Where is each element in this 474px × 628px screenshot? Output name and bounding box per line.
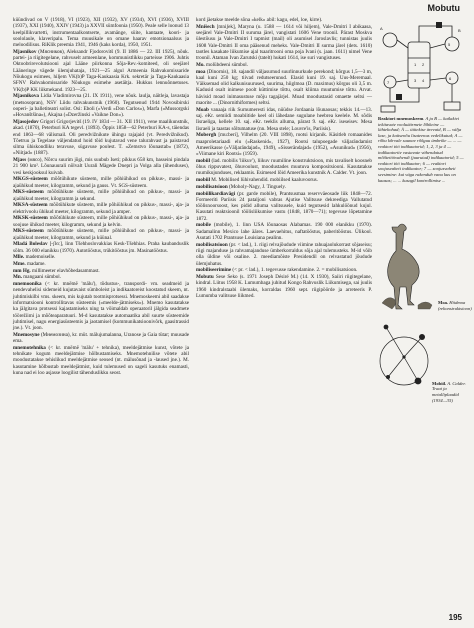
entry-headword: Mlle. [13,254,25,261]
mnemoscheme-caption-text: . A ja B — katlakivi tekitavate vooluäärmete lõhkeine — lähtekohad; Å — täitekise ärevaid, B — välja lase, ja kaitsenõu lisateenus vedelikutud; A — rõhu kõrvale suunav rõõguu ümbrike — ... — reaktori töö indikaatorid; 1, 2, 3 ja 4 — indikaatorite vastavate vähendatud mõõtetöövahendi (juurutud) indikaatorid; 5 — reaktori töö indikaator; 6 — reaktori soojusvaheti indikaator; 7 — soojusvaheti seestmine: kui väga rakendub vanu kus on kaasas; ... ... kusagil kontrollimise ... [378,116,464,183]
entry-text: millimeeter elavhõbedasammast. [32,267,100,274]
dictionary-entry [13,274,189,280]
dictionary-entry [13,202,189,215]
entry-text: mangaani sümbol. [23,274,61,281]
dictionary-entry [196,177,372,183]
entry-text: madame. [27,260,46,267]
dictionary-entry [13,228,189,241]
entry-headword: Mn. [13,274,22,281]
mnemoscheme-caption [378,116,466,183]
entry-text: mademoiselle. [25,254,56,261]
entry-text: (Dinornis), 18. sajandil väljasurnud suurlinnurkude perekond; kõrgus 1,5—3 m, kaal kuni 250 kg; tiivad redutseerunud. Elasid kuni 19. saj. Uus-Meremaal. Väiksemad olid kalkunisuurused, suurima, hiiglmoa (D. maximus) kõrgus oli 3,5 m. Kadusid osalt inimese poolt küttimise tõttu, osalt kliima muutumise tõttu. Arvat. hävisid moad inimasustuse mõju tagajärjel. Moad moodustasid omaette seltsi — maorite ... (Dinornithiformes) seltsi. [196,68,372,107]
entry-headword: moa [196,68,206,75]
mnemoscheme-figure [378,18,466,183]
dictionary-entry [13,17,189,48]
entry-headword: MKSK-süsteem [13,215,48,222]
entry-headword: Mobutu [196,273,214,280]
dictionary-entry [196,24,372,62]
entry-headword: mobiilikardiavägi [196,190,236,197]
dictionary-entry [196,242,372,267]
figure-column [378,18,472,409]
entry-headword: mobiil [196,157,210,164]
dictionary-entry [13,332,189,345]
entry-headword: Mme. [13,260,26,267]
svg-text:4: 4 [422,78,425,83]
entry-headword: Mladá Boleslav [13,241,48,248]
entry-headword: Mo. [196,61,205,68]
entry-headword: mm Hg. [13,267,31,274]
entry-text: (Moholy-Nagy, J. Tinguely. [229,183,286,190]
entry-text: mõõtühikute süsteem, mille põhiühikud on pikkus-, massi- ja ajaühikud meeter, kilogramm, sekund ja küünal. [13,228,189,241]
entry-text: küündivad on V (1918), VI (1923), XII (1932), XV (1934), XVI (1936), XVIII (1937), XXI (1940), XXIV (1943) ja XXVII sümfoonia (1950). Peale selle loonud 13 keelpillikvartetti, instrumentaalkontserte, avamänge, süite, kantaate, koori- ja soololaule, klaveripalu. Tema muusikale on omane haarav emotsionaalsus ja meloodilisus. RiKlik preemia 1941, 1946 (kaks korda), 1950, 1951. [13,17,189,49]
dictionary-entry [196,17,372,23]
entry-headword: mobilisatsioon [196,241,228,248]
dictionary-entry [13,254,189,260]
entry-headword: mnemotehnika [13,344,46,351]
entry-headword: Mjasnikov [13,48,37,55]
dictionary-entry [196,69,372,107]
entry-text: Grigori Grigorjevitš (19. IV 1834 — 31. XII 1911), vene maalikunstnik, akad. (1870), Peterburi KA tegevl. (1893). Õppis 1858—62 Peterburi KA-s, täiendas end 1863—68 välismail. Oli peredvižnikute ühingu rajajaid (vt. Peredvižnikud). Tõetruu ja Tegelase väljendatud hoid tõid kujutavad vene talurahvast ja paistavad silma ühiskondliku teravuse, sügavuse poolest. T. «Zemstvo lõunastab» (1872), «Niitjad» (1887). [13,118,189,157]
entry-headword: mobiil [196,177,210,184]
dictionary-entry [196,158,372,177]
entry-text: (pr. garde mobile), Prantsusmaa reservväeosade liik 1848—72. Formeeriti Pariisis 24 pataljoni vabras Ajutise Valitsuse dekreediga Vallutatud töölisnoorsoost, kes pidid alluma valitsusele, kuid tegutsesid lahkulöönud kujul. Kasutati reaktsioonil töölisliikumise vastu (1848, 1870—71); tegevuse lõpetamine 1872. [196,190,372,222]
svg-text:5: 5 [448,42,451,47]
dictionary-entry [13,176,189,189]
text-column-middle [196,17,372,300]
entry-text: Sese Seko (s. 1971 Joseph Désiré M.) (14. X 1930), Saiiri riigitegelane, kindral. Liitus 1958 K. Lumumbaga juhitud Kongo Rahvuslik Liikumisega, sai juulis 1960 kindralstaabi ülemaks, korraldas 1960 sept. riigipöörde ja arreteeris P. Lumumba valitsuse liikmed. [196,273,372,299]
moa-caption [438,299,472,311]
dictionary-entry [13,268,189,274]
entry-headword: mobilisatsioon [196,183,228,190]
dictionary-entry [196,184,372,190]
mnemoscheme-caption-lead: Reaktori mnemoskeem [378,116,424,121]
entry-headword: Mjass [13,157,27,164]
entry-text: [mniʃek], Maryna (u. 1588 — 1614 või hiljem), Vale-Dmitri I abikaasa, seejärel Vale-Dmitri II suruma järel, vangistati 1606 Vene troonil. Pärast Moskva ülestõusu ja Vale-Dmitri I tapmist (mail) oli asumisel Jaroslavlis; tunnistas juulis 1608 Vale-Dmitri II oma pääsenud meheks. Vale-Dmitri II surma järel (dets. 1610) taotles kasakate liikumise ajal tsaaritrooni oma poja Ivani (s. jaan. 1611) nimel Vene troonil. Ataman Ivan Zarutski (tatelt) hukati 1614, ise suri vangistuses. [196,23,373,62]
dictionary-entry [196,191,372,222]
dictionary-entry [13,119,189,157]
entry-headword: MKS-süsteem [13,189,44,196]
moa-caption-text: Hiidmoa (rekonstruktsioon) [438,299,472,311]
mobile-caption [432,381,466,403]
entry-text: molübdeeni sümbol. [206,61,248,68]
moa-figure [378,219,472,311]
dictionary-entry [13,241,189,254]
entry-text: (мясо), Nõrcu suurim jõgi, mis suubub Iseti; pikkus 658 km, basseini pindala 21 900 km². Lõunauurali nõlvalt Uurali Mägede Dnepri ja Volga alla (ühenduses), vesi keskjooksul kuivab. [13,157,189,176]
entry-headword: MKS-süsteem [13,228,44,235]
dictionary-entry [13,345,189,376]
mobile-figure [378,317,466,403]
entry-text: (mobile), 1. linn USA lõunaosas Alabamas. 190 000 elanikku (1970). Sadamalinn Mexico lahe ääres. Laevaehitus, naftatööstus, paberitööstus. Ülikool. Asutati 1702 Prantsuse Louisiana pealinn. [196,222,372,241]
dictionary-entry [13,215,189,228]
entry-text: vanaaja riik Surnumeresti idas, nüüdse Jordaania lõunaosas; tekkis 14.—13. saj. eKr. semiidi moabiitide keel oli lähedane sugulane heebrea keelele. M. sõdis Iisraeliga, kellele 10. saj. eKr. teeklis alluma, pärast 9. saj. eKr. iseseisev. Mesa Iisraeli ja taastas sõltumatuse (nn. Mesa stele; Louvre'is, Pariisis). [196,106,372,132]
dictionary-entry [196,107,372,132]
svg-text:2: 2 [422,62,425,67]
entry-text: (Мнемозина), kr. müt. mälujumalanna, Uranose ja Gaia tütar; muusade ema. [13,331,189,345]
entry-headword: Mobergh [196,132,217,139]
text-column-left [13,17,189,377]
dictionary-entry [196,267,372,273]
dictionary-entry [13,49,189,93]
entry-text: mõõtühikute süsteem, mille põhiühikud on pikkus-, massi-, aja- ja elektrivoolu ühikud meeter, kilogramm, sekund ja amper. [13,202,189,215]
page-number: 195 [448,613,462,622]
svg-text:A: A [380,26,383,31]
dictionary-entry [13,189,189,202]
entry-text: mõõtühikute süsteem, mille põhiühikud on pikkus-, massi- ja ajaühikud meeter, kilogramm ja sekund. [13,189,189,202]
svg-text:B: B [458,28,461,33]
dictionary-entry [13,281,189,331]
entry-text: (Мясников), Aleksandr Fjodorovitš (9. II 1886 — 22. III 1925), nõuk. partei- ja riigitegelane, rahvuselt armeenlane, kommunistlikku parteisse 1906. Juhtis Oktoobrirevolutsiooni ajal Lääne piirkonna Sõja-Rev.-komiteed, oli seejärel Lääneringe vägede ülemjuhataja, 1921—25 algul Armeenia Rahvakomissaride Nõukogu esimees, hiljem VK(b)P Taga-Kaukaasia Krk. sekretär ja Taga-Kaukaasia SFNV Rahvakomissaride Nõukogu esimehe asetäitja. Hukkus lennuõnnetuses. VK(b)P KK liikmekand. 1923—25. [13,48,189,93]
entry-headword: Mjasnikova [13,93,39,100]
dictionary-entry [13,157,189,176]
entry-text: (< kr. mnēmē 'mälu'), tõdustus-, transpordi- vm. seadmeid ja nendevahelisi sidemeid kujutavaist sümboleist ja indikaatoreist koostatud skeem, nt. juhtimiskilbi vms. skeem, mis kujutab tootmisprotsessi. Mnemoskeemi abil saadakse informatsiooni kontrollitavas süsteemis («meelde-jätmiseks»). Mnemo kasutatakse ka jälgitava protsessi kajastamiseks ning ta võimaldab operaatoril jälgida seadmete töörežiimi ja mõõteaparatuuri. M-d kasutatakse automaatika abil suurte süsteemide juhtimisel, nagu energiasüsteemis ja jaotamisel (kommunikatsioonivõrk, gaasitrassid jne.). Vt. joon. [13,281,189,332]
svg-text:6: 6 [449,76,452,81]
dictionary-entry [13,93,189,118]
entry-text: [mu:beri], Vilhelm (20. VIII 1898), rootsi kirjanik. Käsitleb romaanides maaproletariaadi elu («Raskenid», 1927), Rootsi talupoegade väljarändamist Ameerikasse («Väljarändajad», 1949), «Sisserändajad» (1952), «Asunikud» (1956), «Viimane kiri Rootsi» (1959). [196,132,373,158]
entry-headword: mnemoonika [13,281,42,288]
dictionary-entry [196,62,372,68]
entry-text: (lad. mobilis 'liikuv'), liikuv ruumiline konstruktsioon, mis tavaliselt koosneb õhus rippuvatest, õhuvoolust, moodustades muutuva kompositsiooni. Kasutatakse ruumikujunduses, reklaamis. Esimesed lõid Ameerika kunstnik A. Calder. Vt. joon. [196,157,372,177]
mobile-caption-text: A. Calder. Traat ja metalliplaadid (1934—35) [432,380,466,403]
entry-text: mõõtühikute süsteem, mille põhiühikud on pikkus-, massi- ja ajaühikud meeter, kilogramm, sekund ja gauss. Vt. SGS-süsteem. [13,176,189,189]
mobile-sculpture-illustration [378,317,430,403]
moa-caption-lead: Moa. [438,299,449,305]
entry-text: kord jäetakse meelde sõna «kelk» abil: kagu, edel, loe, kirre). [196,17,323,23]
entry-headword: mobiliseerimine [196,267,232,274]
entry-headword: MKGS-süsteem [13,176,48,183]
dictionary-entry [13,261,189,267]
svg-text:7: 7 [387,80,390,85]
dictionary-entry [196,132,372,157]
svg-text:3: 3 [414,78,417,83]
running-head: Mobutu [427,3,460,13]
mobile-caption-lead: Mobiil. [432,380,447,386]
entry-headword: Mjasojedov [13,118,39,125]
moa-illustration [378,219,436,311]
entry-text: (< pr. < lad.), 1. tegevusse rakendamine. 2. = mobilisatsioon. [232,267,358,274]
dictionary-entry [196,274,372,299]
entry-text: (< kr. mnēmē 'mälu' + tehnika), meeldejätmise kunst, võtete ja tehnikate kogum meeldejätmise hõlbustamiseks. Mnemotehnilise võtete abil moodustatakse tehislikud meeldejätmise seosed (nt. mälusõnad ja -laused jne.). M. kasutamine hõlbustab meeldejätmist, kuid tulemused on sageli kasutuks enamasti, kuna nad ei loo asjasse loogilist tähenduslikku seost. [13,344,189,376]
dictionary-entry [196,222,372,241]
entry-text: (pr. < lad.), 1. riigi relvajõudude viimine rahuajaolukorrast sõjaseisu; riigi majanduse ja rahvamajanduse ümberkorraldus sõja ajal tulemusteks. M-id võib olla üldine või osaline. 2. meediamõiste Presidendil on relvastatud jõudude ülemjuhatus. [196,241,372,267]
entry-headword: Mnišech [196,23,215,30]
entry-headword: MKSA-süsteem [13,202,48,209]
svg-text:1: 1 [414,62,417,67]
entry-text: [-ʃlɑː], linn Tšehhoslovakkias Kesk-Tšehhias. Praha kaubanduslik sõlm. 36 000 elanikku (1970). Autotööstus, trükitööstus jm. Masinatööstus. [13,241,190,254]
entry-text: Lidia Vladimirovna (21. IX 1911), vene nõuk. laulja, näitleja, lavastaja (metsosopran), NSV Liidu rahvakunstnik (1960). Tegutsenud 1944 Novosibirski ooperi- ja balletiteatri solist. Osi: Eboli («Verdi «Don Carlos»), Marfa («Mussorgski «Hovanštšina»), Akajna («Dzeržinski «Vaikne Don»). [13,93,189,119]
entry-text: M. Mobilised lühivahendid. mobiilsed kaaluvoorus. [211,177,318,184]
entry-headword: mobile [196,222,211,229]
entry-text: mõõtühikute süsteem, mille põhiühikud on pikkus-, massi-, aja- ja soojuse ühikud meeter, kilogramm, sekund ja kelvin. [13,215,189,228]
mnemoscheme-diagram [378,18,466,116]
entry-headword: Moab [196,106,209,113]
entry-headword: Mnemosyne [13,331,40,338]
